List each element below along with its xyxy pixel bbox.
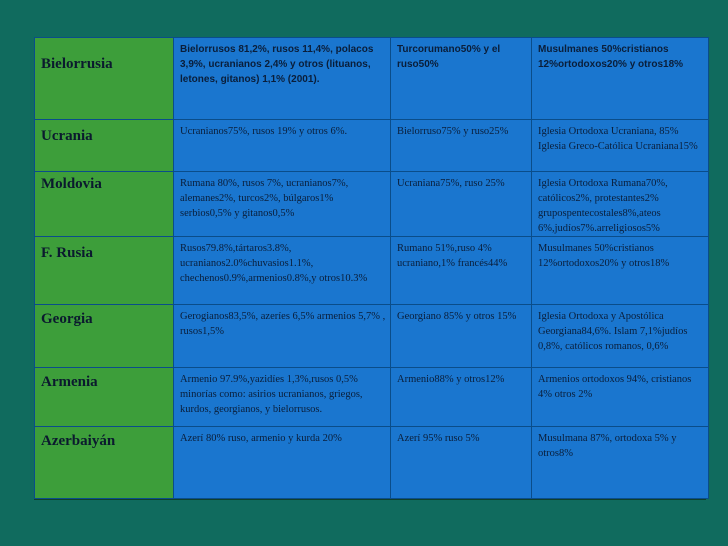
- country-data-table: [34, 37, 709, 499]
- religion-cell: [532, 427, 709, 499]
- country-name: Azerbaiyán: [41, 433, 116, 449]
- language-cell: [391, 120, 532, 172]
- country-cell: [35, 237, 174, 305]
- religion-text: Musulmana 87%, ortodoxa 5% y otros8%: [538, 433, 677, 459]
- religion-cell: [532, 368, 709, 427]
- language-cell: [391, 305, 532, 368]
- ethnic-cell: [174, 237, 391, 305]
- religion-text: Musulmanes 50%cristianos 12%ortodoxos20% y otros18%: [538, 44, 684, 70]
- country-cell: [35, 427, 174, 499]
- table-row: [35, 120, 709, 172]
- table-row: [35, 237, 709, 305]
- religion-text: Iglesia Ortodoxa y Apostólica Georgiana84,6%. Islam 7,1%judíos 0,8%, católicos romanos, 0,6%: [538, 311, 688, 352]
- ethnic-text: Bielorrusos 81,2%, rusos 11,4%, polacos 3,9%, ucranianos 2,4% y otros (lituanos, letones, gitanos) 1,1% (2001).: [180, 44, 374, 85]
- ethnic-text: Rusos79.8%,tártaros3.8%, ucranianos2.0%chuvasios1.1%, chechenos0.9%,armenios0.8%,y otros10.3%: [180, 243, 368, 284]
- language-cell: [391, 172, 532, 237]
- language-cell: [391, 427, 532, 499]
- religion-text: Iglesia Ortodoxa Rumana70%, católicos2%, protestantes2% grupospentecostales8%,ateos 6%,judíos7%.arreligiosos5%: [538, 178, 668, 234]
- ethnic-cell: [174, 368, 391, 427]
- ethnic-cell: [174, 38, 391, 120]
- religion-cell: [532, 172, 709, 237]
- ethnic-cell: [174, 305, 391, 368]
- ethnic-cell: [174, 427, 391, 499]
- religion-cell: [532, 305, 709, 368]
- ethnic-text: Gerogianos83,5%, azeríes 6,5% armenios 5,7% , rusos1,5%: [180, 311, 386, 337]
- language-cell: [391, 237, 532, 305]
- country-name: Moldovia: [41, 176, 102, 192]
- language-text: Ucraniana75%, ruso 25%: [397, 178, 505, 189]
- language-text: Georgiano 85% y otros 15%: [397, 311, 517, 322]
- table-row: [35, 427, 709, 499]
- country-name: Georgia: [41, 311, 93, 327]
- ethnic-text: Azerí 80% ruso, armenio y kurda 20%: [180, 433, 342, 444]
- table-row: [35, 38, 709, 120]
- language-cell: [391, 38, 532, 120]
- religion-text: Musulmanes 50%cristianos 12%ortodoxos20% y otros18%: [538, 243, 670, 269]
- country-cell: [35, 120, 174, 172]
- country-cell: [35, 305, 174, 368]
- country-name: Armenia: [41, 374, 98, 390]
- religion-text: Armenios ortodoxos 94%, cristianos 4% otros 2%: [538, 374, 692, 400]
- country-cell: [35, 172, 174, 237]
- language-text: Azerí 95% ruso 5%: [397, 433, 480, 444]
- ethnic-text: Rumana 80%, rusos 7%, ucranianos7%, alemanes2%, turcos2%, búlgaros1% serbios0,5% y gitanos0,5%: [180, 178, 349, 219]
- table-row: [35, 305, 709, 368]
- language-text: Bielorruso75% y ruso25%: [397, 126, 509, 137]
- language-text: Armenio88% y otros12%: [397, 374, 505, 385]
- religion-cell: [532, 120, 709, 172]
- country-name: F. Rusia: [41, 245, 93, 261]
- language-cell: [391, 368, 532, 427]
- ethnic-cell: [174, 120, 391, 172]
- country-name: Ucrania: [41, 128, 93, 144]
- religion-cell: [532, 38, 709, 120]
- religion-text: Iglesia Ortodoxa Ucraniana, 85% Iglesia Greco-Católica Ucraniana15%: [538, 126, 698, 152]
- country-name: Bielorrusia: [41, 56, 113, 72]
- language-text: Turcorumano50% y el ruso50%: [397, 44, 501, 70]
- ethnic-text: Ucranianos75%, rusos 19% y otros 6%.: [180, 126, 348, 137]
- table-row: [35, 172, 709, 237]
- country-cell: [35, 368, 174, 427]
- table-row: [35, 368, 709, 427]
- country-cell: [35, 38, 174, 120]
- ethnic-text: Armenio 97.9%,yazidíes 1,3%,rusos 0,5% minorías como: asirios ucranianos, griegos, kurdos, georgianos, y bielorrusos.: [180, 374, 363, 415]
- ethnic-cell: [174, 172, 391, 237]
- religion-cell: [532, 237, 709, 305]
- language-text: Rumano 51%,ruso 4% ucraniano,1% francés44%: [397, 243, 508, 269]
